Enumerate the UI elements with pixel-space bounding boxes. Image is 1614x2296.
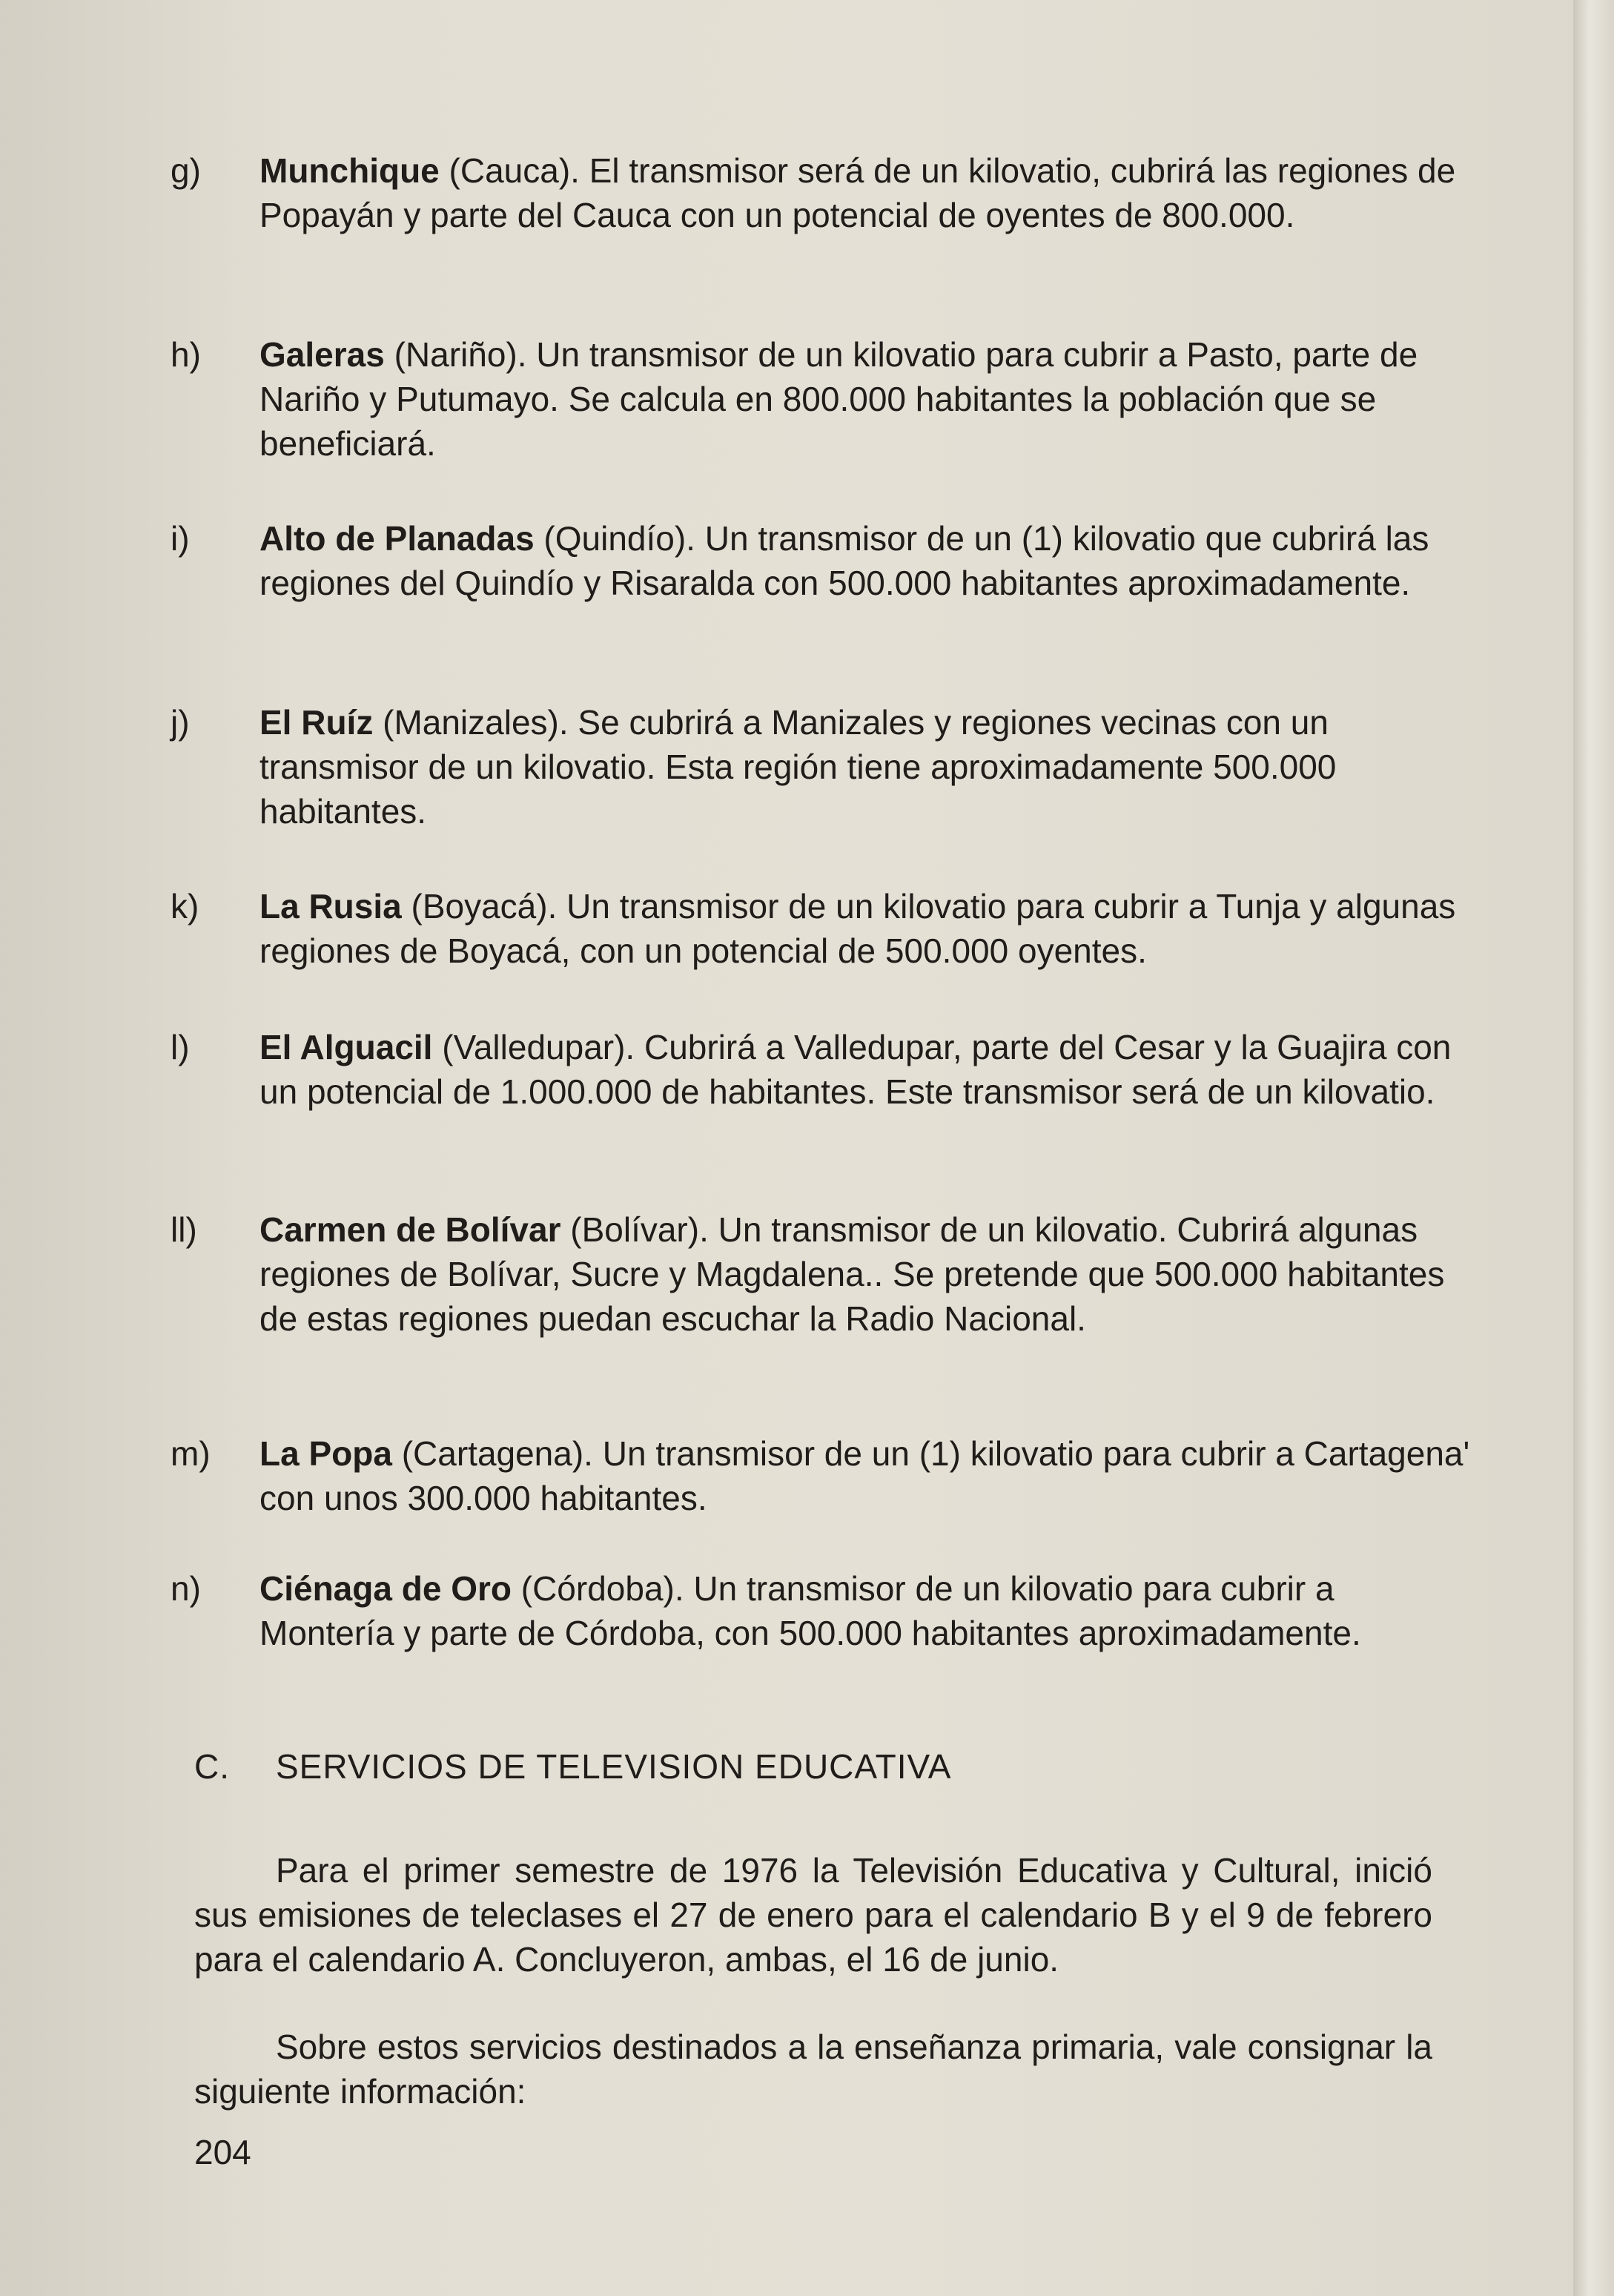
station-description: (Cartagena). Un transmisor de un (1) kilovatio para cubrir a Cartagena' con unos 300.000 habitantes. [259, 1434, 1470, 1517]
station-name: La Rusia [259, 887, 402, 926]
list-item-el-alguacil [171, 1025, 1475, 1114]
station-description: (Cauca). El transmisor será de un kilovatio, cubrirá las regiones de Popayán y parte del Cauca con un potencial de oyentes de 800.000. [259, 151, 1456, 234]
page-edge [1573, 0, 1614, 2296]
list-item-text [259, 1025, 1475, 1114]
list-marker: i) [171, 519, 190, 558]
list-marker: l) [171, 1028, 190, 1066]
list-marker: k) [171, 887, 199, 926]
list-marker: j) [171, 703, 190, 742]
list-marker: n) [171, 1569, 201, 1608]
list-marker: ll) [171, 1210, 197, 1249]
list-item-text [259, 1207, 1475, 1341]
list-item-munchique [171, 148, 1475, 237]
station-name: Ciénaga de Oro [259, 1569, 512, 1608]
section-title: SERVICIOS DE TELEVISION EDUCATIVA [276, 1747, 952, 1786]
station-name: Alto de Planadas [259, 519, 535, 558]
list-item-alto-de-planadas [171, 516, 1475, 605]
list-item-text [259, 884, 1475, 973]
station-name: El Alguacil [259, 1028, 433, 1066]
list-item-text [259, 700, 1475, 834]
body-paragraph: Para el primer semestre de 1976 la Televisión Educativa y Cultural, inició sus emisiones de teleclases el 27 de enero para el calendario B y el 9 de febrero para el calendario A. Concluyeron, ambas, el 16 de junio. [194, 1851, 1432, 1979]
station-name: Galeras [259, 335, 385, 374]
station-name: El Ruíz [259, 703, 374, 742]
list-item-text [259, 516, 1475, 605]
station-description: (Boyacá). Un transmisor de un kilovatio para cubrir a Tunja y algunas regiones de Boyacá, con un potencial de 500.000 oyentes. [259, 887, 1456, 970]
list-item-text [259, 148, 1475, 237]
page-number: 204 [194, 2133, 251, 2171]
list-marker: h) [171, 335, 201, 374]
list-item-text [259, 1566, 1475, 1655]
list-item-la-rusia [171, 884, 1475, 973]
station-name: La Popa [259, 1434, 392, 1473]
section-label: C. [194, 1747, 230, 1786]
station-description: (Córdoba). Un transmisor de un kilovatio para cubrir a Montería y parte de Córdoba, con 500.000 habitantes aproximadamente. [259, 1569, 1361, 1652]
list-marker: m) [171, 1434, 211, 1473]
list-item-el-ruiz [171, 700, 1475, 834]
station-description: (Valledupar). Cubrirá a Valledupar, parte del Cesar y la Guajira con un potencial de 1.000.000 de habitantes. Este transmisor será de un kilovatio. [259, 1028, 1452, 1111]
station-name: Munchique [259, 151, 440, 190]
body-paragraph: Sobre estos servicios destinados a la enseñanza primaria, vale consignar la siguiente información: [194, 2028, 1432, 2111]
station-description: (Nariño). Un transmisor de un kilovatio para cubrir a Pasto, parte de Nariño y Putumayo. Se calcula en 800.000 habitantes la población que se beneficiará. [259, 335, 1418, 463]
list-item-galeras [171, 332, 1475, 466]
list-item-la-popa [171, 1431, 1475, 1520]
station-description: (Manizales). Se cubrirá a Manizales y regiones vecinas con un transmisor de un kilovatio. Esta región tiene aproximadamente 500.000 habitantes. [259, 703, 1337, 831]
list-marker: g) [171, 151, 201, 190]
list-item-text [259, 1431, 1475, 1520]
station-description: (Quindío). Un transmisor de un (1) kilovatio que cubrirá las regiones del Quindío y Risaralda con 500.000 habitantes aproximadamente. [259, 519, 1429, 602]
station-name: Carmen de Bolívar [259, 1210, 561, 1249]
section-heading [194, 1744, 952, 1789]
station-description: (Bolívar). Un transmisor de un kilovatio. Cubrirá algunas regiones de Bolívar, Sucre y Magdalena.. Se pretende que 500.000 habitantes de estas regiones puedan escuchar la Radio Nacional. [259, 1210, 1445, 1338]
list-item-text [259, 332, 1475, 466]
list-item-cienaga-de-oro [171, 1566, 1475, 1655]
list-item-carmen-de-bolivar [171, 1207, 1475, 1341]
